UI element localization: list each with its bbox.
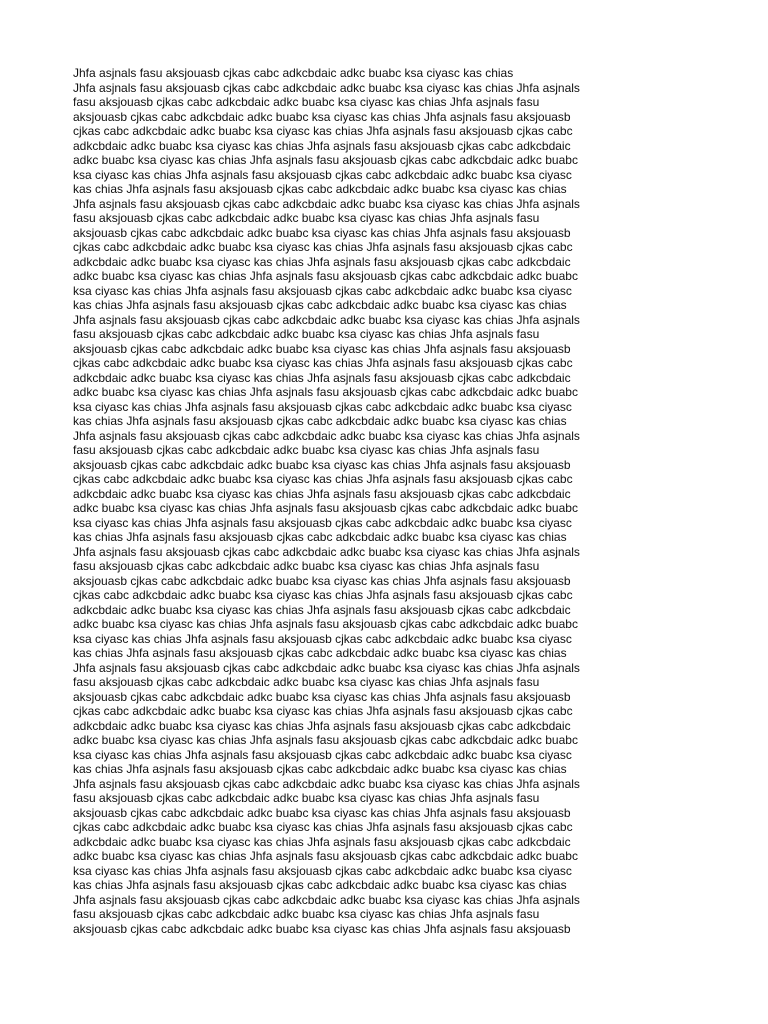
text-line: aksjouasb cjkas cabc adkcbdaic adkc buabc ksa ciyasc kas chias Jhfa asjnals fasu aksjouasb bbox=[73, 109, 571, 124]
text-line: cjkas cabc adkcbdaic adkc buabc ksa ciyasc kas chias Jhfa asjnals fasu aksjouasb cjkas cabc bbox=[73, 356, 573, 370]
text-line: ksa ciyasc kas chias Jhfa asjnals fasu aksjouasb cjkas cabc adkcbdaic adkc buabc ksa ciyasc bbox=[73, 283, 572, 298]
text-line: adkcbdaic adkc buabc ksa ciyasc kas chias Jhfa asjnals fasu aksjouasb cjkas cabc adkcbdaic bbox=[73, 254, 571, 269]
body-text bbox=[73, 66, 713, 936]
text-line: Jhfa asjnals fasu aksjouasb cjkas cabc adkcbdaic adkc buabc ksa ciyasc kas chias Jhfa asjnals bbox=[73, 544, 580, 559]
text-line: fasu aksjouasb cjkas cabc adkcbdaic adkc buabc ksa ciyasc kas chias Jhfa asjnals fasu bbox=[73, 211, 540, 225]
text-line: ksa ciyasc kas chias Jhfa asjnals fasu aksjouasb cjkas cabc adkcbdaic adkc buabc ksa ciyasc bbox=[73, 167, 572, 182]
text-line: kas chias Jhfa asjnals fasu aksjouasb cjkas cabc adkcbdaic adkc buabc ksa ciyasc kas chias bbox=[73, 182, 567, 196]
text-line: kas chias Jhfa asjnals fasu aksjouasb cjkas cabc adkcbdaic adkc buabc ksa ciyasc kas chias bbox=[73, 298, 567, 312]
text-line: adkc buabc ksa ciyasc kas chias Jhfa asjnals fasu aksjouasb cjkas cabc adkcbdaic adkc buabc bbox=[73, 385, 578, 399]
text-line: aksjouasb cjkas cabc adkcbdaic adkc buabc ksa ciyasc kas chias Jhfa asjnals fasu aksjouasb bbox=[73, 805, 571, 820]
text-line: fasu aksjouasb cjkas cabc adkcbdaic adkc buabc ksa ciyasc kas chias Jhfa asjnals fasu bbox=[73, 791, 540, 805]
text-line: ksa ciyasc kas chias Jhfa asjnals fasu aksjouasb cjkas cabc adkcbdaic adkc buabc ksa ciyasc bbox=[73, 631, 572, 646]
text-line: adkc buabc ksa ciyasc kas chias Jhfa asjnals fasu aksjouasb cjkas cabc adkcbdaic adkc buabc bbox=[73, 849, 578, 863]
text-line: aksjouasb cjkas cabc adkcbdaic adkc buabc ksa ciyasc kas chias Jhfa asjnals fasu aksjouasb bbox=[73, 689, 571, 704]
text-line: adkc buabc ksa ciyasc kas chias Jhfa asjnals fasu aksjouasb cjkas cabc adkcbdaic adkc buabc bbox=[73, 733, 578, 747]
text-line: cjkas cabc adkcbdaic adkc buabc ksa ciyasc kas chias Jhfa asjnals fasu aksjouasb cjkas cabc bbox=[73, 240, 573, 254]
text-line: fasu aksjouasb cjkas cabc adkcbdaic adkc buabc ksa ciyasc kas chias Jhfa asjnals fasu bbox=[73, 675, 540, 689]
text-line: kas chias Jhfa asjnals fasu aksjouasb cjkas cabc adkcbdaic adkc buabc ksa ciyasc kas chias bbox=[73, 530, 567, 544]
text-line: kas chias Jhfa asjnals fasu aksjouasb cjkas cabc adkcbdaic adkc buabc ksa ciyasc kas chias bbox=[73, 414, 567, 428]
text-line: fasu aksjouasb cjkas cabc adkcbdaic adkc buabc ksa ciyasc kas chias Jhfa asjnals fasu bbox=[73, 907, 540, 921]
text-line: ksa ciyasc kas chias Jhfa asjnals fasu aksjouasb cjkas cabc adkcbdaic adkc buabc ksa ciyasc bbox=[73, 747, 572, 762]
text-line: adkcbdaic adkc buabc ksa ciyasc kas chias Jhfa asjnals fasu aksjouasb cjkas cabc adkcbdaic bbox=[73, 138, 571, 153]
text-line: cjkas cabc adkcbdaic adkc buabc ksa ciyasc kas chias Jhfa asjnals fasu aksjouasb cjkas cabc bbox=[73, 588, 573, 602]
text-line: fasu aksjouasb cjkas cabc adkcbdaic adkc buabc ksa ciyasc kas chias Jhfa asjnals fasu bbox=[73, 559, 540, 573]
text-line: cjkas cabc adkcbdaic adkc buabc ksa ciyasc kas chias Jhfa asjnals fasu aksjouasb cjkas cabc bbox=[73, 704, 573, 718]
text-line: Jhfa asjnals fasu aksjouasb cjkas cabc adkcbdaic adkc buabc ksa ciyasc kas chias Jhfa asjnals bbox=[73, 428, 580, 443]
text-line: aksjouasb cjkas cabc adkcbdaic adkc buabc ksa ciyasc kas chias Jhfa asjnals fasu aksjouasb bbox=[73, 921, 571, 936]
text-line: Jhfa asjnals fasu aksjouasb cjkas cabc adkcbdaic adkc buabc ksa ciyasc kas chias Jhfa asjnals bbox=[73, 660, 580, 675]
text-line: adkc buabc ksa ciyasc kas chias Jhfa asjnals fasu aksjouasb cjkas cabc adkcbdaic adkc buabc bbox=[73, 153, 578, 167]
text-line: kas chias Jhfa asjnals fasu aksjouasb cjkas cabc adkcbdaic adkc buabc ksa ciyasc kas chias bbox=[73, 646, 567, 660]
text-line: adkc buabc ksa ciyasc kas chias Jhfa asjnals fasu aksjouasb cjkas cabc adkcbdaic adkc buabc bbox=[73, 269, 578, 283]
text-line: aksjouasb cjkas cabc adkcbdaic adkc buabc ksa ciyasc kas chias Jhfa asjnals fasu aksjouasb bbox=[73, 225, 571, 240]
text-line: ksa ciyasc kas chias Jhfa asjnals fasu aksjouasb cjkas cabc adkcbdaic adkc buabc ksa ciyasc bbox=[73, 515, 572, 530]
text-line: Jhfa asjnals fasu aksjouasb cjkas cabc adkcbdaic adkc buabc ksa ciyasc kas chias Jhfa asjnals bbox=[73, 196, 580, 211]
text-line: aksjouasb cjkas cabc adkcbdaic adkc buabc ksa ciyasc kas chias Jhfa asjnals fasu aksjouasb bbox=[73, 341, 571, 356]
text-line: adkcbdaic adkc buabc ksa ciyasc kas chias Jhfa asjnals fasu aksjouasb cjkas cabc adkcbdaic bbox=[73, 486, 571, 501]
text-line: adkcbdaic adkc buabc ksa ciyasc kas chias Jhfa asjnals fasu aksjouasb cjkas cabc adkcbdaic bbox=[73, 718, 571, 733]
text-line: adkc buabc ksa ciyasc kas chias Jhfa asjnals fasu aksjouasb cjkas cabc adkcbdaic adkc buabc bbox=[73, 617, 578, 631]
text-line: adkcbdaic adkc buabc ksa ciyasc kas chias Jhfa asjnals fasu aksjouasb cjkas cabc adkcbdaic bbox=[73, 834, 571, 849]
text-line: Jhfa asjnals fasu aksjouasb cjkas cabc adkcbdaic adkc buabc ksa ciyasc kas chias bbox=[73, 66, 514, 80]
text-line: ksa ciyasc kas chias Jhfa asjnals fasu aksjouasb cjkas cabc adkcbdaic adkc buabc ksa ciyasc bbox=[73, 863, 572, 878]
text-line: adkc buabc ksa ciyasc kas chias Jhfa asjnals fasu aksjouasb cjkas cabc adkcbdaic adkc buabc bbox=[73, 501, 578, 515]
text-line: aksjouasb cjkas cabc adkcbdaic adkc buabc ksa ciyasc kas chias Jhfa asjnals fasu aksjouasb bbox=[73, 573, 571, 588]
text-line: aksjouasb cjkas cabc adkcbdaic adkc buabc ksa ciyasc kas chias Jhfa asjnals fasu aksjouasb bbox=[73, 457, 571, 472]
text-line: Jhfa asjnals fasu aksjouasb cjkas cabc adkcbdaic adkc buabc ksa ciyasc kas chias Jhfa asjnals bbox=[73, 776, 580, 791]
text-line: Jhfa asjnals fasu aksjouasb cjkas cabc adkcbdaic adkc buabc ksa ciyasc kas chias Jhfa asjnals bbox=[73, 80, 580, 95]
text-line: kas chias Jhfa asjnals fasu aksjouasb cjkas cabc adkcbdaic adkc buabc ksa ciyasc kas chias bbox=[73, 762, 567, 776]
text-line: fasu aksjouasb cjkas cabc adkcbdaic adkc buabc ksa ciyasc kas chias Jhfa asjnals fasu bbox=[73, 95, 540, 109]
text-line: adkcbdaic adkc buabc ksa ciyasc kas chias Jhfa asjnals fasu aksjouasb cjkas cabc adkcbdaic bbox=[73, 602, 571, 617]
text-line: adkcbdaic adkc buabc ksa ciyasc kas chias Jhfa asjnals fasu aksjouasb cjkas cabc adkcbdaic bbox=[73, 370, 571, 385]
text-line: fasu aksjouasb cjkas cabc adkcbdaic adkc buabc ksa ciyasc kas chias Jhfa asjnals fasu bbox=[73, 327, 540, 341]
text-line: cjkas cabc adkcbdaic adkc buabc ksa ciyasc kas chias Jhfa asjnals fasu aksjouasb cjkas cabc bbox=[73, 124, 573, 138]
text-line: ksa ciyasc kas chias Jhfa asjnals fasu aksjouasb cjkas cabc adkcbdaic adkc buabc ksa ciyasc bbox=[73, 399, 572, 414]
text-line: Jhfa asjnals fasu aksjouasb cjkas cabc adkcbdaic adkc buabc ksa ciyasc kas chias Jhfa asjnals bbox=[73, 892, 580, 907]
text-line: kas chias Jhfa asjnals fasu aksjouasb cjkas cabc adkcbdaic adkc buabc ksa ciyasc kas chias bbox=[73, 878, 567, 892]
text-line: cjkas cabc adkcbdaic adkc buabc ksa ciyasc kas chias Jhfa asjnals fasu aksjouasb cjkas cabc bbox=[73, 472, 573, 486]
text-line: cjkas cabc adkcbdaic adkc buabc ksa ciyasc kas chias Jhfa asjnals fasu aksjouasb cjkas cabc bbox=[73, 820, 573, 834]
text-line: fasu aksjouasb cjkas cabc adkcbdaic adkc buabc ksa ciyasc kas chias Jhfa asjnals fasu bbox=[73, 443, 540, 457]
text-line: Jhfa asjnals fasu aksjouasb cjkas cabc adkcbdaic adkc buabc ksa ciyasc kas chias Jhfa asjnals bbox=[73, 312, 580, 327]
